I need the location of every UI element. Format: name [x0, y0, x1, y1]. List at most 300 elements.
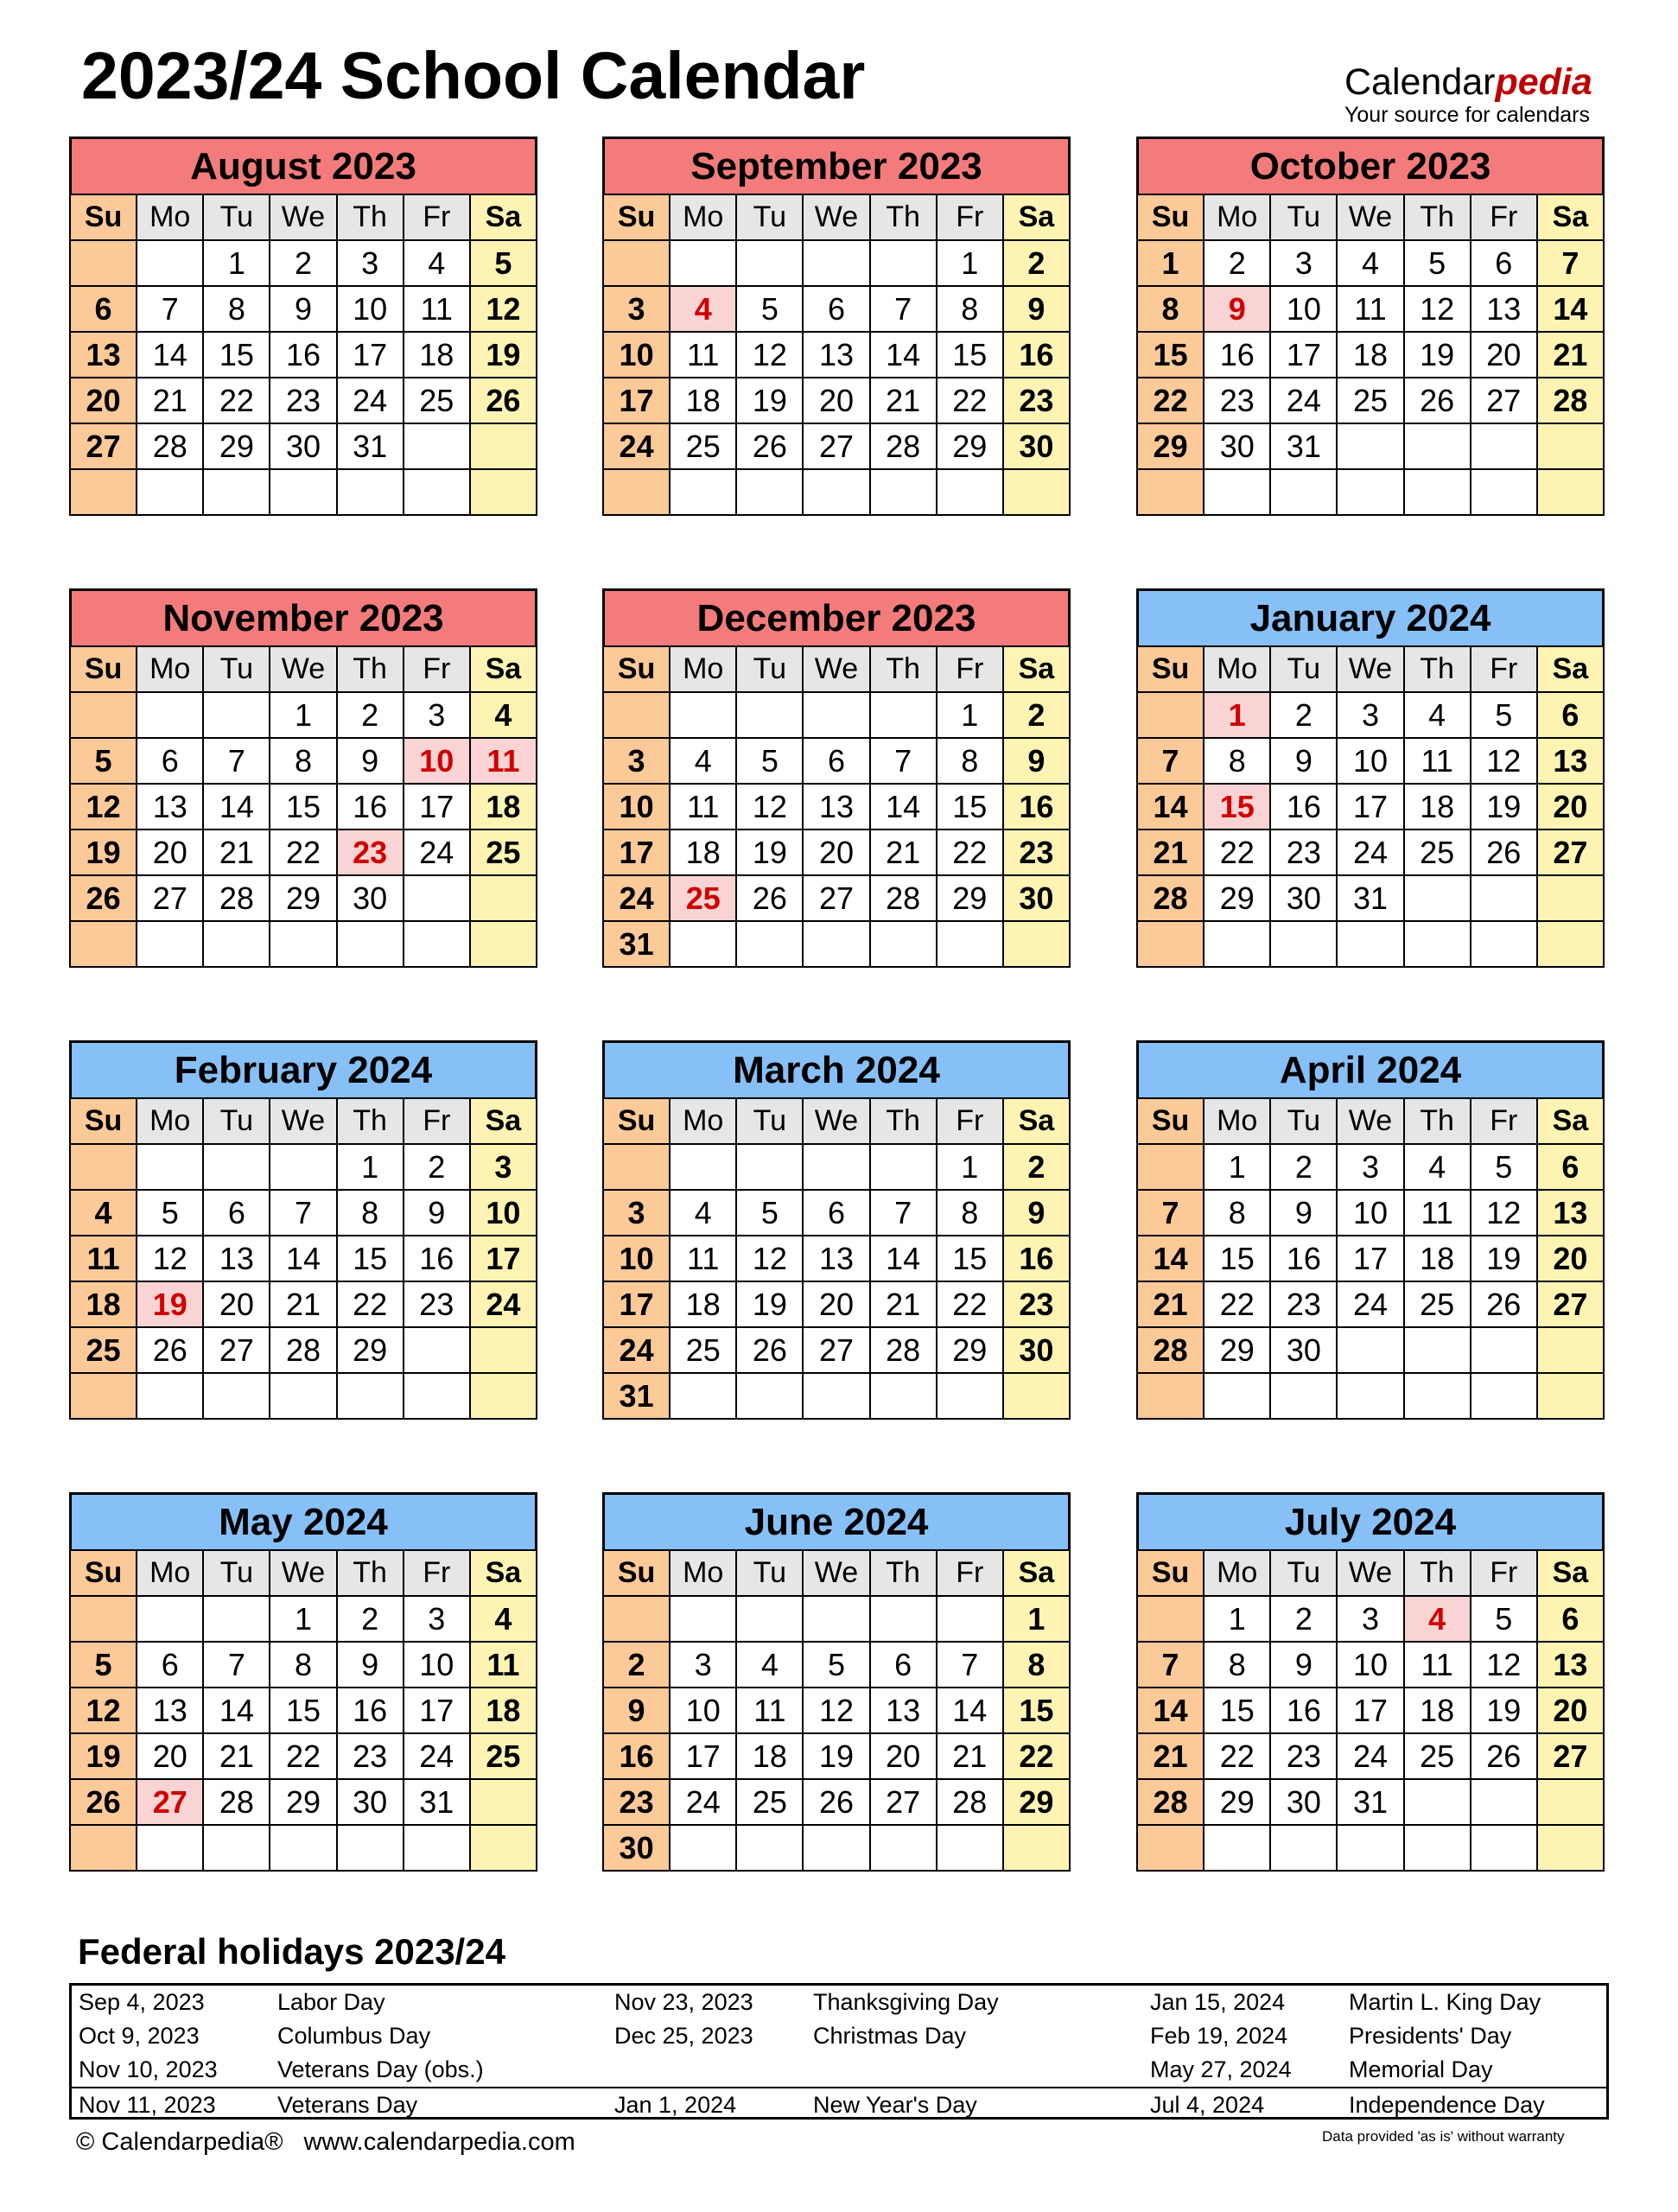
day-cell: 21: [1537, 332, 1604, 378]
day-cell: 24: [337, 378, 404, 423]
weekday-header: Su: [1137, 194, 1204, 240]
day-cell: 18: [70, 1281, 137, 1327]
day-cell: 20: [803, 830, 869, 875]
day-cell: 14: [1137, 784, 1204, 830]
weekday-header: We: [1337, 1550, 1403, 1596]
day-cell: 6: [70, 286, 137, 332]
day-cell: 13: [203, 1236, 270, 1281]
day-cell: 13: [803, 1236, 869, 1281]
day-cell: 10: [603, 332, 670, 378]
day-cell: 11: [1337, 286, 1403, 332]
day-cell: 28: [137, 423, 203, 469]
weekday-header: Sa: [1003, 194, 1070, 240]
holiday-name: Memorial Day: [1349, 2056, 1493, 2082]
day-cell: 26: [137, 1327, 203, 1373]
day-cell: 15: [1204, 1236, 1270, 1281]
month-title: June 2024: [602, 1492, 1071, 1549]
day-cell: 20: [803, 378, 869, 423]
day-cell: 25: [1404, 1733, 1471, 1779]
empty-day-cell: [1537, 1373, 1604, 1419]
day-cell: 27: [1471, 378, 1537, 423]
empty-day-cell: [870, 1825, 937, 1871]
holiday-row: [607, 2019, 1143, 2053]
day-cell: 23: [1270, 1281, 1337, 1327]
day-cell: 8: [1137, 286, 1204, 332]
day-cell: 31: [404, 1779, 470, 1825]
empty-day-cell: [670, 1144, 736, 1190]
weekday-header: Mo: [670, 646, 736, 692]
weekday-header: Fr: [937, 646, 1003, 692]
day-cell: 28: [937, 1779, 1003, 1825]
weekday-header: Mo: [1204, 646, 1270, 692]
holiday-row: [607, 1986, 1143, 2019]
day-cell: 25: [404, 378, 470, 423]
day-cell: 14: [137, 332, 203, 378]
day-cell: 1: [337, 1144, 404, 1190]
day-cell: 28: [1137, 1779, 1204, 1825]
day-cell: 24: [1337, 830, 1403, 875]
day-cell: 1: [937, 692, 1003, 738]
weekday-header: Fr: [937, 1098, 1003, 1144]
weekday-header: Tu: [203, 194, 270, 240]
empty-day-cell: [203, 469, 270, 515]
month-calendar: [1136, 137, 1605, 516]
day-cell: 17: [404, 1688, 470, 1733]
empty-day-cell: [937, 1373, 1003, 1419]
day-cell: 27: [803, 423, 869, 469]
day-cell: 5: [1471, 1596, 1537, 1642]
weekday-header: Tu: [736, 1098, 803, 1144]
empty-day-cell: [137, 1825, 203, 1871]
day-cell: 7: [203, 1642, 270, 1688]
day-cell: 8: [270, 738, 336, 784]
weekday-header: Mo: [137, 194, 203, 240]
day-cell: 28: [870, 1327, 937, 1373]
weekday-header: Fr: [404, 1550, 470, 1596]
holiday-date: Jan 1, 2024: [614, 2092, 737, 2118]
empty-day-cell: [1404, 875, 1471, 921]
day-cell: 12: [70, 784, 137, 830]
weekday-header: Su: [603, 646, 670, 692]
empty-day-cell: [70, 921, 137, 967]
weekday-header: Th: [870, 1098, 937, 1144]
day-cell: 6: [803, 286, 869, 332]
day-cell: 16: [1270, 1688, 1337, 1733]
empty-day-cell: [70, 692, 137, 738]
day-cell: 24: [603, 875, 670, 921]
weekday-header: Sa: [470, 1098, 537, 1144]
empty-day-cell: [1003, 921, 1070, 967]
holiday-row: [607, 2088, 1143, 2122]
day-cell: 20: [137, 830, 203, 875]
holiday-date: Jan 15, 2024: [1150, 1989, 1286, 2015]
day-cell: 2: [270, 240, 336, 286]
weekday-header: Sa: [1003, 1550, 1070, 1596]
month-calendar: [602, 137, 1071, 516]
day-cell: 5: [1404, 240, 1471, 286]
empty-day-cell: [137, 692, 203, 738]
empty-day-cell: [337, 1825, 404, 1871]
day-cell: 1: [1003, 1596, 1070, 1642]
day-cell: 4: [70, 1190, 137, 1236]
month-title: October 2023: [1136, 137, 1605, 194]
day-cell: 30: [337, 1779, 404, 1825]
empty-day-cell: [270, 921, 336, 967]
empty-day-cell: [470, 1327, 537, 1373]
holiday-day-cell: 4: [1404, 1596, 1471, 1642]
day-cell: 4: [1404, 1144, 1471, 1190]
empty-day-cell: [1337, 423, 1403, 469]
holiday-row: [1143, 2019, 1606, 2053]
day-cell: 21: [270, 1281, 336, 1327]
day-cell: 1: [937, 240, 1003, 286]
day-cell: 29: [937, 1327, 1003, 1373]
month-calendar: [69, 588, 537, 968]
weekday-header: Tu: [736, 646, 803, 692]
day-cell: 20: [1537, 1236, 1604, 1281]
empty-day-cell: [1204, 1373, 1270, 1419]
weekday-header: Sa: [470, 194, 537, 240]
empty-day-cell: [1404, 1779, 1471, 1825]
day-cell: 6: [870, 1642, 937, 1688]
day-cell: 30: [1003, 1327, 1070, 1373]
weekday-header: Sa: [1537, 1098, 1604, 1144]
holiday-name: Thanksgiving Day: [813, 1989, 999, 2015]
empty-day-cell: [670, 921, 736, 967]
holiday-name: Presidents' Day: [1349, 2023, 1512, 2049]
day-cell: 8: [937, 286, 1003, 332]
brand-logo: [1344, 61, 1604, 127]
day-cell: 20: [70, 378, 137, 423]
holiday-name: Labor Day: [277, 1989, 385, 2015]
day-cell: 15: [937, 784, 1003, 830]
empty-day-cell: [1471, 921, 1537, 967]
day-cell: 19: [736, 378, 803, 423]
day-cell: 6: [1537, 1596, 1604, 1642]
day-cell: 29: [337, 1327, 404, 1373]
weekday-header: Su: [70, 1550, 137, 1596]
day-cell: 21: [1137, 1733, 1204, 1779]
day-cell: 4: [470, 1596, 537, 1642]
day-cell: 5: [470, 240, 537, 286]
day-cell: 21: [870, 1281, 937, 1327]
weekday-header: Mo: [137, 1550, 203, 1596]
empty-day-cell: [803, 1596, 869, 1642]
holiday-row: [1143, 2088, 1606, 2122]
day-cell: 8: [937, 738, 1003, 784]
holidays-title: Federal holidays 2023/24: [78, 1931, 505, 1972]
empty-day-cell: [670, 240, 736, 286]
empty-day-cell: [1471, 1373, 1537, 1419]
weekday-header: Sa: [1537, 646, 1604, 692]
weekday-header: Fr: [1471, 1098, 1537, 1144]
page-title: 2023/24 School Calendar: [81, 39, 866, 113]
day-cell: 22: [937, 1281, 1003, 1327]
day-cell: 10: [1337, 1190, 1403, 1236]
empty-day-cell: [1537, 875, 1604, 921]
empty-day-cell: [1471, 875, 1537, 921]
empty-day-cell: [870, 1596, 937, 1642]
day-cell: 30: [1270, 1779, 1337, 1825]
empty-day-cell: [603, 1144, 670, 1190]
day-cell: 20: [137, 1733, 203, 1779]
weekday-header: We: [803, 1098, 869, 1144]
day-cell: 9: [337, 738, 404, 784]
day-cell: 6: [1471, 240, 1537, 286]
day-cell: 31: [603, 1373, 670, 1419]
day-cell: 27: [1537, 830, 1604, 875]
weekday-header: Su: [603, 1098, 670, 1144]
day-cell: 28: [1137, 875, 1204, 921]
empty-day-cell: [470, 875, 537, 921]
day-cell: 12: [470, 286, 537, 332]
day-cell: 26: [1471, 1733, 1537, 1779]
empty-day-cell: [937, 921, 1003, 967]
day-cell: 14: [870, 332, 937, 378]
empty-day-cell: [70, 1596, 137, 1642]
weekday-header: Th: [1404, 646, 1471, 692]
day-cell: 24: [470, 1281, 537, 1327]
day-cell: 16: [337, 1688, 404, 1733]
empty-day-cell: [1137, 1373, 1204, 1419]
empty-day-cell: [1137, 692, 1204, 738]
day-cell: 20: [803, 1281, 869, 1327]
holiday-date: May 27, 2024: [1150, 2056, 1292, 2082]
empty-day-cell: [470, 1373, 537, 1419]
day-cell: 10: [603, 784, 670, 830]
empty-day-cell: [404, 1327, 470, 1373]
day-cell: 12: [1471, 1190, 1537, 1236]
holiday-name: Christmas Day: [813, 2023, 967, 2049]
day-cell: 16: [1003, 332, 1070, 378]
day-cell: 13: [870, 1688, 937, 1733]
weekday-header: Su: [603, 194, 670, 240]
day-cell: 1: [270, 1596, 336, 1642]
day-cell: 13: [1537, 1190, 1604, 1236]
day-cell: 12: [70, 1688, 137, 1733]
day-cell: 6: [137, 738, 203, 784]
empty-day-cell: [1404, 1373, 1471, 1419]
month-title: August 2023: [69, 137, 537, 194]
day-cell: 13: [137, 1688, 203, 1733]
day-cell: 10: [603, 1236, 670, 1281]
empty-day-cell: [1404, 423, 1471, 469]
empty-day-cell: [937, 1596, 1003, 1642]
weekday-header: Tu: [203, 646, 270, 692]
day-cell: 12: [736, 1236, 803, 1281]
brand-tagline: Your source for calendars: [1344, 103, 1590, 127]
day-cell: 24: [1337, 1281, 1403, 1327]
empty-day-cell: [137, 469, 203, 515]
day-cell: 18: [470, 784, 537, 830]
day-cell: 8: [1204, 738, 1270, 784]
footer-website: www.calendarpedia.com: [303, 2128, 575, 2156]
day-cell: 1: [203, 240, 270, 286]
day-cell: 15: [337, 1236, 404, 1281]
day-cell: 7: [937, 1642, 1003, 1688]
day-cell: 30: [1204, 423, 1270, 469]
day-cell: 29: [937, 423, 1003, 469]
empty-day-cell: [1537, 1779, 1604, 1825]
day-cell: 2: [1003, 240, 1070, 286]
empty-day-cell: [736, 1373, 803, 1419]
weekday-header: Th: [1404, 1098, 1471, 1144]
empty-day-cell: [404, 423, 470, 469]
empty-day-cell: [803, 1825, 869, 1871]
day-cell: 22: [203, 378, 270, 423]
day-cell: 12: [803, 1688, 869, 1733]
day-cell: 24: [670, 1779, 736, 1825]
day-cell: 27: [1537, 1281, 1604, 1327]
day-cell: 7: [1137, 738, 1204, 784]
day-cell: 29: [1137, 423, 1204, 469]
weekday-header: Su: [1137, 646, 1204, 692]
day-cell: 2: [337, 1596, 404, 1642]
empty-day-cell: [137, 1144, 203, 1190]
day-cell: 13: [1537, 738, 1604, 784]
day-cell: 31: [1337, 1779, 1403, 1825]
day-cell: 23: [1003, 1281, 1070, 1327]
holiday-day-cell: 23: [337, 830, 404, 875]
weekday-header: Th: [337, 1098, 404, 1144]
day-cell: 28: [1537, 378, 1604, 423]
weekday-header: Fr: [937, 194, 1003, 240]
day-cell: 25: [736, 1779, 803, 1825]
day-cell: 29: [1003, 1779, 1070, 1825]
day-cell: 26: [736, 875, 803, 921]
empty-day-cell: [1337, 1825, 1403, 1871]
day-cell: 20: [870, 1733, 937, 1779]
holiday-day-cell: 4: [670, 286, 736, 332]
day-cell: 14: [1137, 1688, 1204, 1733]
weekday-header: Fr: [937, 1550, 1003, 1596]
day-cell: 19: [736, 1281, 803, 1327]
day-cell: 28: [203, 875, 270, 921]
month-title: March 2024: [602, 1040, 1071, 1097]
empty-day-cell: [1204, 469, 1270, 515]
day-cell: 1: [937, 1144, 1003, 1190]
empty-day-cell: [1003, 1825, 1070, 1871]
day-cell: 14: [203, 1688, 270, 1733]
day-cell: 21: [1137, 830, 1204, 875]
weekday-header: Th: [1404, 194, 1471, 240]
day-cell: 7: [270, 1190, 336, 1236]
day-cell: 12: [137, 1236, 203, 1281]
empty-day-cell: [1204, 921, 1270, 967]
day-cell: 1: [1204, 1144, 1270, 1190]
weekday-header: Th: [337, 646, 404, 692]
day-cell: 3: [470, 1144, 537, 1190]
day-cell: 21: [1137, 1281, 1204, 1327]
day-cell: 14: [1537, 286, 1604, 332]
day-cell: 13: [1471, 286, 1537, 332]
empty-day-cell: [404, 1373, 470, 1419]
day-cell: 19: [736, 830, 803, 875]
day-cell: 4: [470, 692, 537, 738]
day-cell: 5: [1471, 1144, 1537, 1190]
empty-day-cell: [1404, 469, 1471, 515]
day-cell: 27: [870, 1779, 937, 1825]
weekday-header: Mo: [1204, 1550, 1270, 1596]
day-cell: 6: [803, 1190, 869, 1236]
day-cell: 2: [1270, 1144, 1337, 1190]
day-cell: 13: [803, 784, 869, 830]
month-title: April 2024: [1136, 1040, 1605, 1097]
day-cell: 6: [203, 1190, 270, 1236]
empty-day-cell: [70, 240, 137, 286]
day-cell: 8: [937, 1190, 1003, 1236]
day-cell: 30: [603, 1825, 670, 1871]
weekday-header: Fr: [404, 194, 470, 240]
weekday-header: Mo: [137, 646, 203, 692]
empty-day-cell: [870, 692, 937, 738]
day-cell: 25: [470, 830, 537, 875]
holiday-name: Veterans Day: [277, 2092, 418, 2118]
day-cell: 1: [1204, 1596, 1270, 1642]
month-title: July 2024: [1136, 1492, 1605, 1549]
empty-day-cell: [1137, 1144, 1204, 1190]
empty-day-cell: [736, 469, 803, 515]
day-cell: 28: [203, 1779, 270, 1825]
holiday-row: [607, 2053, 1143, 2088]
day-cell: 17: [1337, 1236, 1403, 1281]
weekday-header: Sa: [470, 646, 537, 692]
empty-day-cell: [803, 469, 869, 515]
day-cell: 25: [1337, 378, 1403, 423]
day-cell: 26: [1404, 378, 1471, 423]
empty-day-cell: [337, 1373, 404, 1419]
holiday-row: [72, 2019, 607, 2053]
holiday-name: Martin L. King Day: [1349, 1989, 1541, 2015]
day-cell: 8: [203, 286, 270, 332]
weekday-header: Fr: [1471, 194, 1537, 240]
day-cell: 22: [337, 1281, 404, 1327]
day-cell: 28: [870, 423, 937, 469]
weekday-header: Th: [870, 194, 937, 240]
weekday-header: Tu: [736, 194, 803, 240]
day-cell: 29: [1204, 1779, 1270, 1825]
day-cell: 26: [736, 1327, 803, 1373]
day-cell: 4: [404, 240, 470, 286]
day-cell: 15: [270, 784, 336, 830]
empty-day-cell: [870, 921, 937, 967]
empty-day-cell: [1204, 1825, 1270, 1871]
day-cell: 29: [1204, 875, 1270, 921]
empty-day-cell: [337, 469, 404, 515]
day-cell: 22: [270, 830, 336, 875]
empty-day-cell: [470, 423, 537, 469]
day-cell: 7: [137, 286, 203, 332]
day-cell: 9: [404, 1190, 470, 1236]
holiday-day-cell: 1: [1204, 692, 1270, 738]
day-cell: 3: [603, 1190, 670, 1236]
day-cell: 22: [1204, 1733, 1270, 1779]
day-cell: 18: [1337, 332, 1403, 378]
day-cell: 3: [404, 1596, 470, 1642]
day-cell: 18: [404, 332, 470, 378]
day-cell: 5: [736, 286, 803, 332]
day-cell: 23: [404, 1281, 470, 1327]
day-cell: 16: [337, 784, 404, 830]
day-cell: 17: [670, 1733, 736, 1779]
holiday-day-cell: 27: [137, 1779, 203, 1825]
empty-day-cell: [1471, 1327, 1537, 1373]
holiday-day-cell: 15: [1204, 784, 1270, 830]
day-cell: 21: [937, 1733, 1003, 1779]
day-cell: 17: [1270, 332, 1337, 378]
empty-day-cell: [70, 1373, 137, 1419]
empty-day-cell: [470, 1825, 537, 1871]
